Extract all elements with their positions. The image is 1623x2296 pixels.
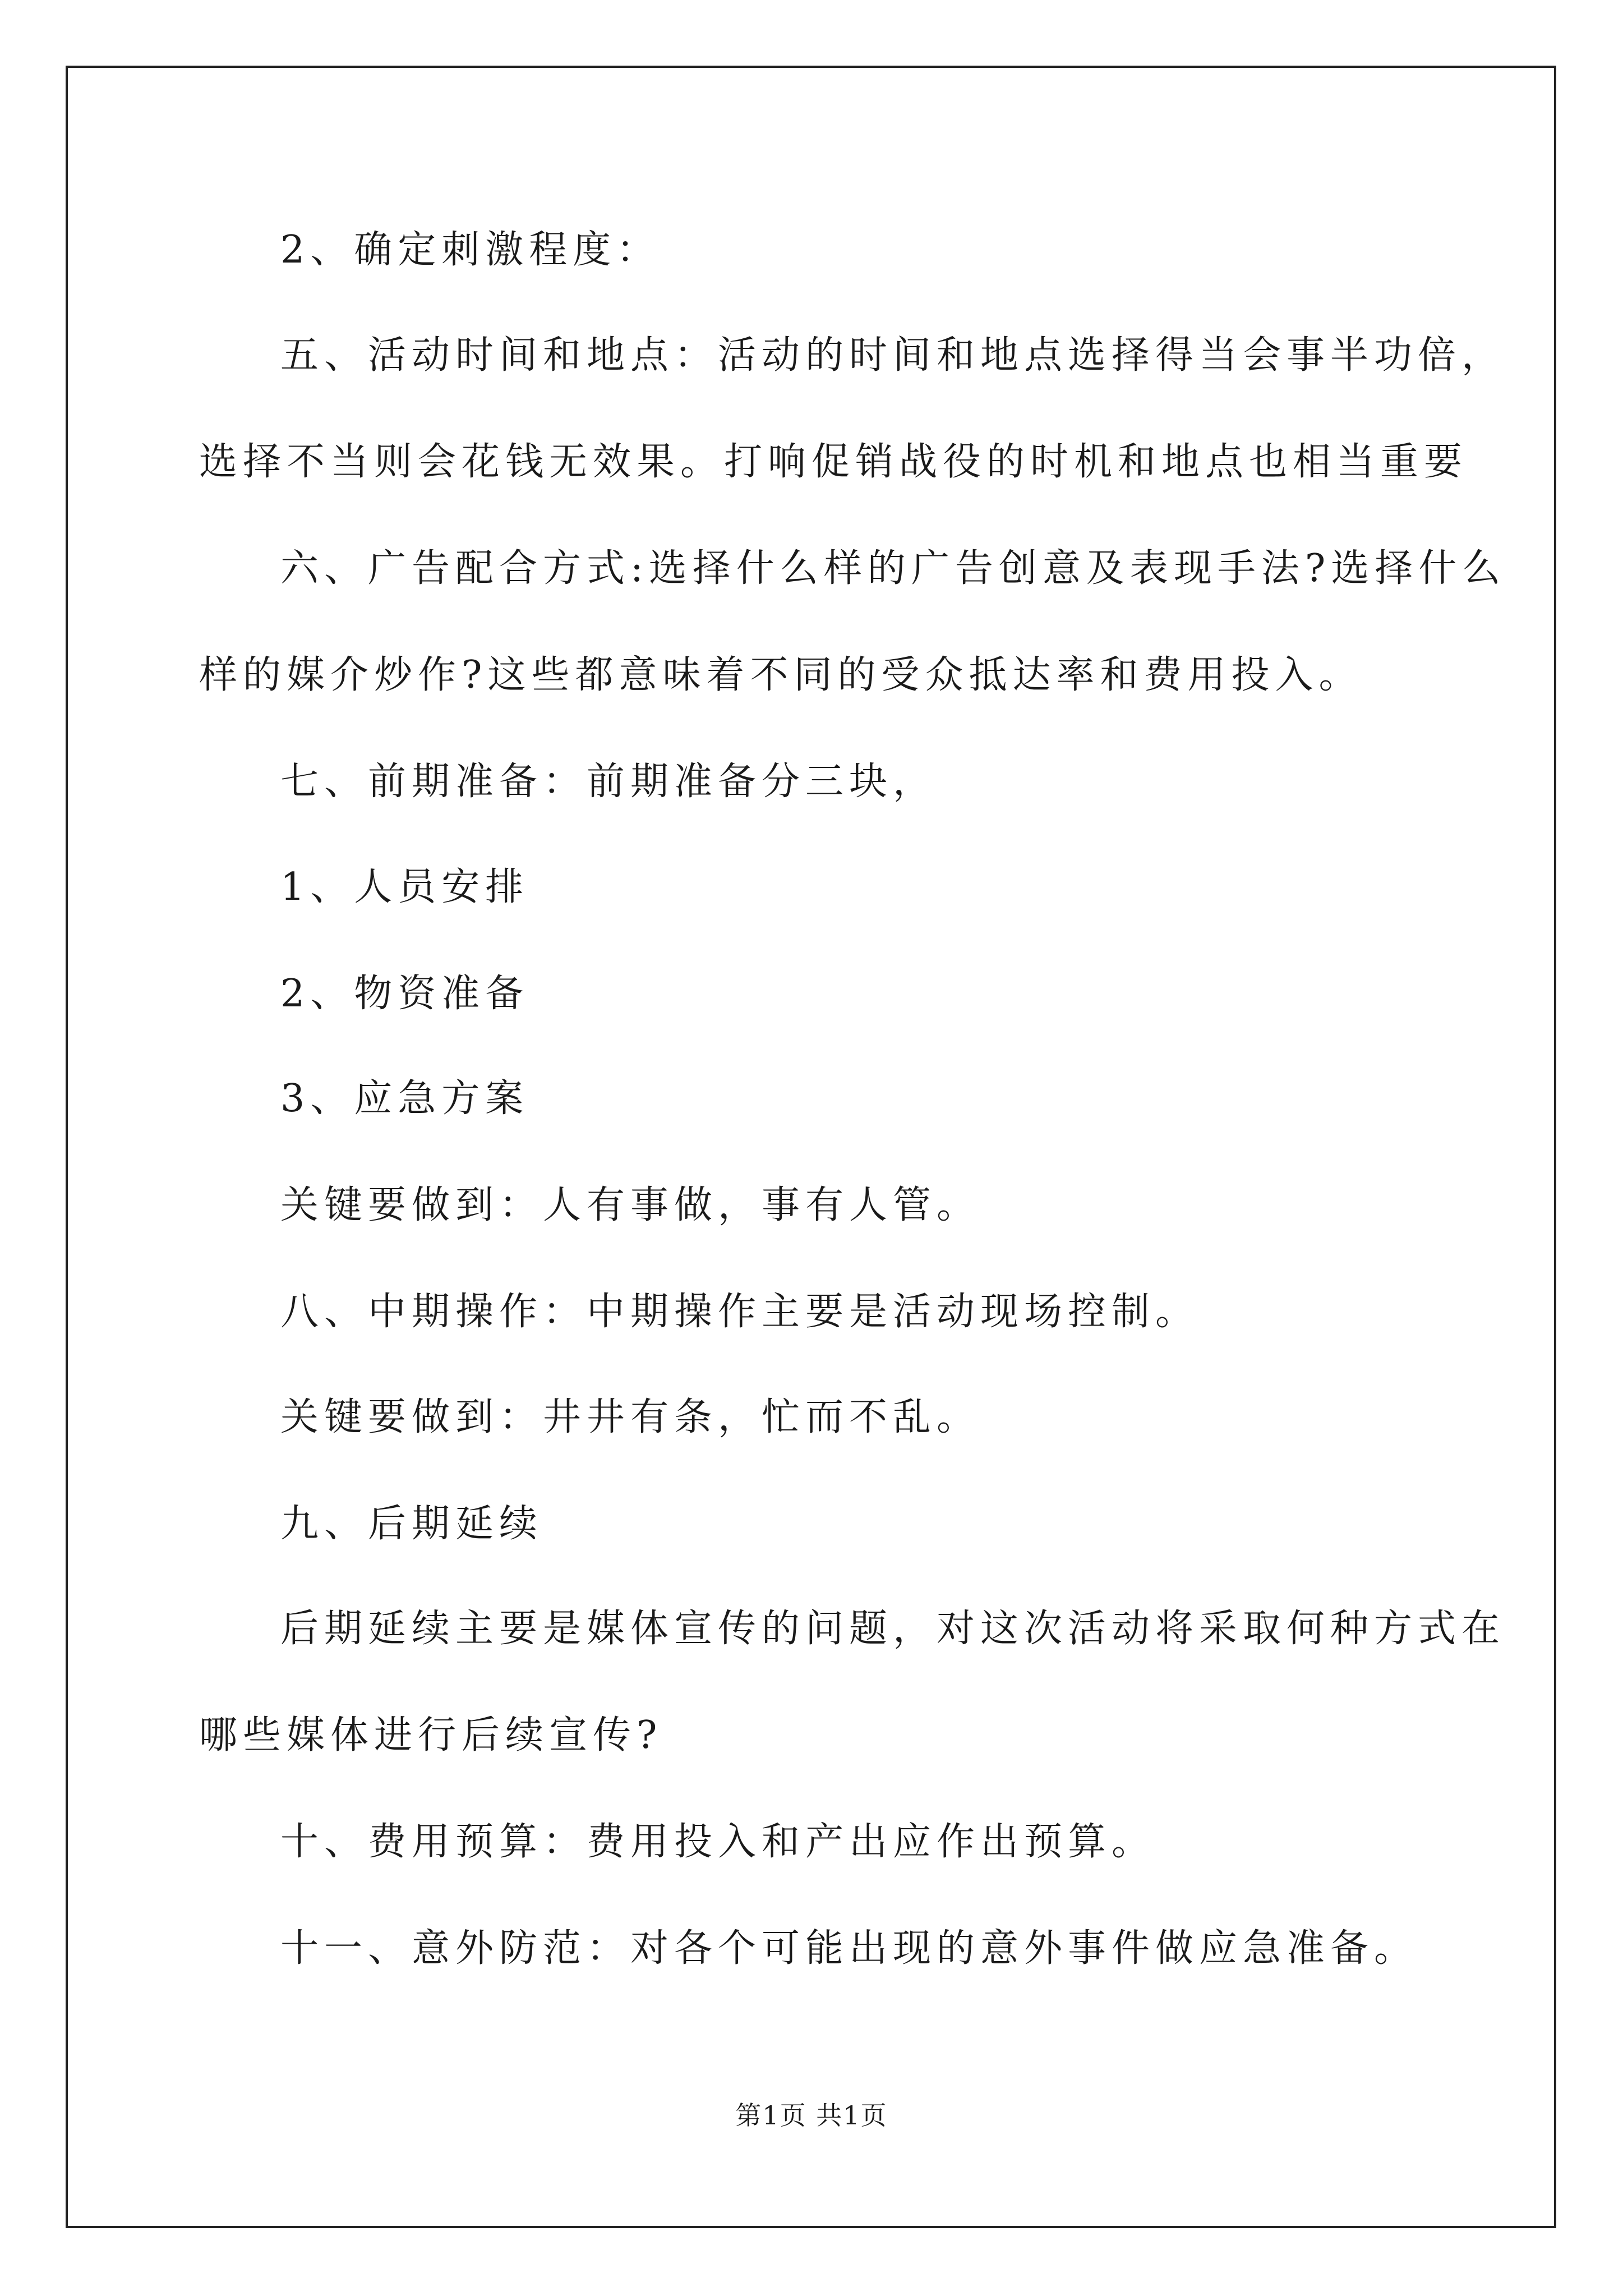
paragraph-advertising: 六、广告配合方式:选择什么样的广告创意及表现手法?选择什么 [280,546,1506,591]
paragraph-key-point-1: 关键要做到：人有事做，事有人管。 [280,1183,981,1227]
paragraph-contingency: 十一、意外防范：对各个可能出现的意外事件做应急准备。 [280,1926,1418,1971]
paragraph-key-point-2: 关键要做到：井井有条，忙而不乱。 [280,1395,981,1439]
paragraph-follow-up-heading: 九、后期延续 [280,1502,543,1546]
paragraph-follow-up: 后期延续主要是媒体宣传的问题，对这次活动将采取何种方式在 [280,1607,1506,1651]
paragraph-stimulus-level: 2、确定刺激程度： [280,228,661,272]
paragraph-time-place: 五、活动时间和地点：活动的时间和地点选择得当会事半功倍， [280,333,1506,378]
paragraph-time-place-cont: 选择不当则会花钱无效果。打响促销战役的时机和地点也相当重要 [199,440,1468,484]
paragraph-budget: 十、费用预算：费用投入和产出应作出预算。 [280,1820,1156,1864]
paragraph-advertising-cont: 样的媒介炒作?这些都意味着不同的受众抵达率和费用投入。 [199,653,1363,697]
paragraph-preparation: 七、前期准备：前期准备分三块， [280,760,937,804]
paragraph-follow-up-cont: 哪些媒体进行后续宣传? [199,1713,663,1757]
page-border [66,66,1556,2228]
list-item-staffing: 1、人员安排 [280,865,529,909]
page-number-footer: 第1页 共1页 [735,2100,888,2131]
list-item-materials: 2、物资准备 [280,972,529,1016]
list-item-contingency: 3、应急方案 [280,1076,529,1121]
paragraph-mid-operation: 八、中期操作：中期操作主要是活动现场控制。 [280,1290,1200,1334]
